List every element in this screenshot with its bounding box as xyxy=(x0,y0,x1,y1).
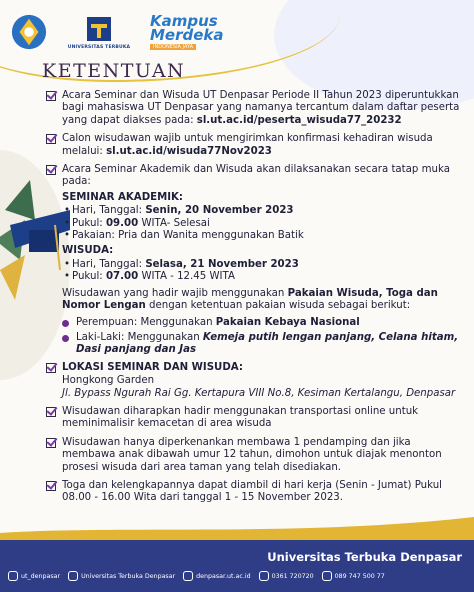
male-dress xyxy=(46,332,466,357)
footer-title: Universitas Terbuka Denpasar xyxy=(267,550,462,564)
female-dress-a: Perempuan: Menggunakan xyxy=(76,316,216,328)
wisuda-day-label: Hari, Tanggal: xyxy=(72,258,146,270)
term-item-location xyxy=(46,362,466,374)
checkbox-icon xyxy=(46,91,56,101)
seminar-time-value: 09.00 xyxy=(105,217,139,229)
phone-icon xyxy=(259,571,269,581)
wisuda-day-value: Selasa, 21 November 2023 xyxy=(145,258,299,270)
term-item-2 xyxy=(46,133,466,158)
footer xyxy=(0,540,474,592)
phone-contact[interactable] xyxy=(259,571,314,581)
whatsapp-icon xyxy=(322,571,332,581)
website-address: denpasar.ut.ac.id xyxy=(196,573,251,580)
footer-contacts xyxy=(8,571,385,581)
wisuda-day xyxy=(46,259,466,271)
logo-bar xyxy=(10,8,224,56)
confirmation-link[interactable]: sl.ut.ac.id/wisuda77Nov2023 xyxy=(106,145,272,157)
seminar-heading: SEMINAR AKADEMIK: xyxy=(62,191,184,203)
term-item-3 xyxy=(46,164,466,189)
email-icon xyxy=(183,571,193,581)
km-line2: Merdeka xyxy=(150,26,224,44)
female-dress-b: Pakaian Kebaya Nasional xyxy=(215,316,360,328)
ut-emblem-icon xyxy=(84,14,114,44)
seminar-time-label: Pukul: xyxy=(72,217,106,229)
instagram-handle: ut_denpasar xyxy=(21,573,61,580)
dress-code-a: Wisudawan yang hadir wajib menggunakan xyxy=(62,287,288,299)
term-2-text: Calon wisudawan wajib untuk mengirimkan konfirmasi kehadiran wisuda melalui: xyxy=(62,133,433,157)
wisuda-time-rest: WITA - 12.45 WITA xyxy=(138,271,235,283)
location-address: Jl. Bypass Ngurah Rai Gg. Kertapura VIII No.8, Kesiman Kertalangu, Denpasar xyxy=(62,387,456,399)
ut-logo-caption: UNIVERSITAS TERBUKA xyxy=(67,45,131,50)
facebook-icon xyxy=(68,571,78,581)
term-item-1 xyxy=(46,90,466,127)
term-3-text: Acara Seminar Akademik dan Wisuda akan dilaksanakan secara tatap muka pada: xyxy=(62,164,450,188)
kemendikbud-logo-icon xyxy=(10,13,48,51)
female-dress xyxy=(46,317,466,329)
dress-code-b: Pakaian Wisuda, Toga dan Nomor Lengan xyxy=(62,287,438,312)
facebook-contact[interactable] xyxy=(68,571,175,581)
page-title: KETENTUAN xyxy=(42,60,186,82)
location-name: Hongkong Garden xyxy=(62,375,155,387)
checkbox-icon xyxy=(46,407,56,417)
term-item-7 xyxy=(46,480,466,505)
checkbox-icon xyxy=(46,134,56,144)
seminar-day-value: Senin, 20 November 2023 xyxy=(145,205,294,217)
checkbox-icon xyxy=(46,165,56,175)
seminar-dress: • Pakaian: Pria dan Wanita menggunakan Batik xyxy=(46,230,466,242)
instagram-contact[interactable] xyxy=(8,571,60,581)
term-5-text: Wisudawan diharapkan hadir menggunakan transportasi online untuk meminimalisir kemacetan di area wisuda xyxy=(62,405,419,430)
km-line1: Kampus xyxy=(150,12,218,30)
facebook-name: Universitas Terbuka Denpasar xyxy=(81,573,176,580)
website-contact[interactable] xyxy=(183,571,250,581)
footer-wave xyxy=(0,515,474,540)
term-6-text: Wisudawan hanya diperkenankan membawa 1 pendamping dan jika membawa anak dibawah umur 12 tahun, dimohon untuk diajak menonton prosesi wisuda dari area taman yang telah disediakan. xyxy=(62,436,442,473)
term-7-text: Toga dan kelengkapannya dapat diambil di hari kerja (Senin - Jumat) Pukul 08.00 - 16.00 Wita dari tanggal 1 - 15 November 2023. xyxy=(62,479,443,504)
seminar-day-label: Hari, Tanggal: xyxy=(72,205,146,217)
term-item-6 xyxy=(46,437,466,474)
checkbox-icon xyxy=(46,481,56,491)
term-item-5 xyxy=(46,406,466,431)
whatsapp-contact[interactable] xyxy=(322,571,385,581)
seminar-time xyxy=(46,218,466,230)
location-heading: LOKASI SEMINAR DAN WISUDA: xyxy=(62,361,243,373)
seminar-time-rest: WITA- Selesai xyxy=(138,217,210,229)
instagram-icon xyxy=(8,571,18,581)
checkbox-icon xyxy=(46,363,56,373)
dress-code-c: dengan ketentuan pakaian wisuda sebagai berikut: xyxy=(145,300,411,312)
wisuda-time-label: Pukul: xyxy=(72,271,106,283)
male-dress-a: Laki-Laki: Menggunakan xyxy=(76,331,203,343)
seminar-day xyxy=(46,205,466,217)
checkbox-icon xyxy=(46,438,56,448)
wisuda-heading: WISUDA: xyxy=(62,245,114,257)
terms-body xyxy=(46,90,466,511)
participant-list-link[interactable]: sl.ut.ac.id/peserta_wisuda77_20232 xyxy=(196,114,402,126)
km-tag: INDONESIA JAYA xyxy=(150,44,196,50)
phone-number: 0361 720720 xyxy=(271,573,314,580)
whatsapp-number: 089 747 500 77 xyxy=(334,573,385,580)
kampus-merdeka-logo xyxy=(150,14,224,50)
male-dress-b: Kemeja putih lengan panjang, Celana hitam, Dasi panjang dan Jas xyxy=(76,331,459,356)
wisuda-time xyxy=(46,271,466,283)
dress-code-paragraph xyxy=(62,288,466,313)
term-1-text: Acara Seminar dan Wisuda UT Denpasar Periode II Tahun 2023 diperuntukkan bagi mahasiswa UT Denpasar yang namanya tercantum dalam daftar peserta yang dapat diakses pada: xyxy=(62,90,460,126)
wisuda-time-value: 07.00 xyxy=(105,271,139,283)
ut-logo xyxy=(60,14,138,50)
